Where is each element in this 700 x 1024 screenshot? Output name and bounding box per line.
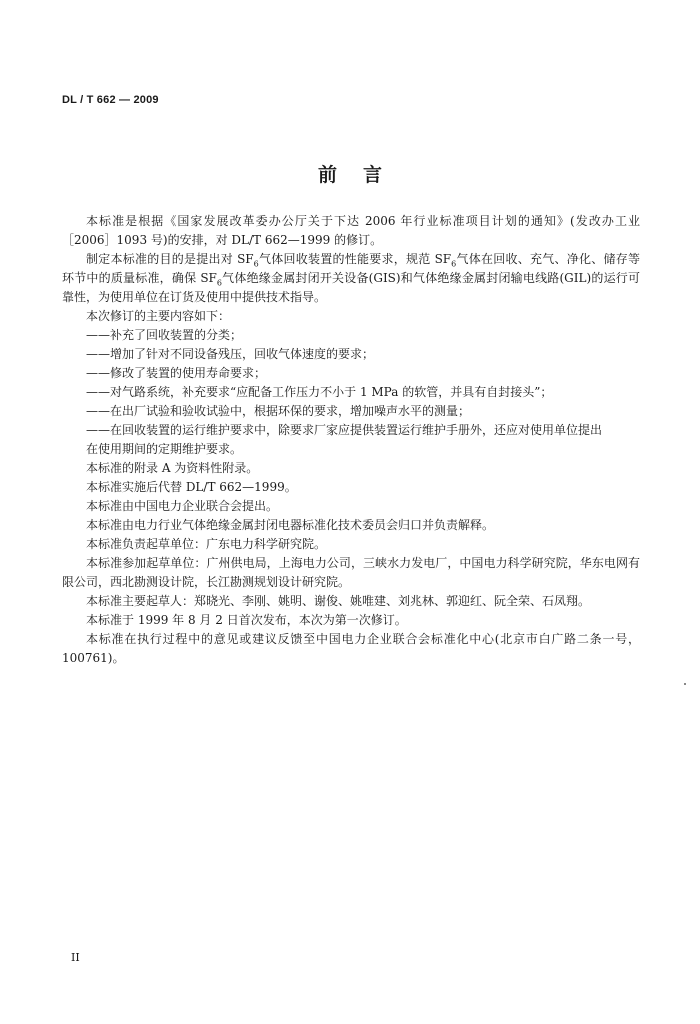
revision-item <box>62 421 640 459</box>
paragraph-first-issue: 本标准于 1999 年 8 月 2 日首次发布，本次为第一次修订。 <box>86 613 407 627</box>
paragraph-proposer: 本标准由中国电力企业联合会提出。 <box>86 499 279 513</box>
revision-item-line2: 在使用期间的定期维护要求。 <box>86 442 243 456</box>
purpose-text-d: 气体绝缘金属封闭开关设备(GIS)和气体绝缘金属封闭输电线路(GIL)的运行可靠性，为使用单位在订货及使用中提供技术指导。 <box>62 271 640 304</box>
paragraph-drafters: 本标准主要起草人：郑晓光、李刚、姚明、谢俊、姚唯建、刘兆林、郭迎红、阮全荣、石凤翔。 <box>86 594 591 608</box>
paragraph-feedback: 本标准在执行过程中的意见或建议反馈至中国电力企业联合会标准化中心(北京市白广路二条一号，100761)。 <box>62 632 640 665</box>
revision-item: ——对气路系统，补充要求“应配备工作压力不小于 1 MPa 的软管，并具有自封接头”； <box>86 385 553 399</box>
revision-item: ——修改了装置的使用寿命要求； <box>86 366 267 380</box>
subscript-6: 6 <box>451 259 457 269</box>
standard-code: DL / T 662 — 2009 <box>62 94 159 106</box>
paragraph-revision-intro: 本次修订的主要内容如下： <box>86 309 231 323</box>
revision-item: ——补充了回收装置的分类； <box>86 328 243 342</box>
purpose-text-c: 气体在回收、充气、净化、储存等环节中的质量标准，确保 SF <box>62 252 640 285</box>
paragraph-committee: 本标准由电力行业气体绝缘金属封闭电器标准化技术委员会归口并负责解释。 <box>86 518 495 532</box>
paragraph-replaces: 本标准实施后代替 DL/T 662—1999。 <box>86 480 297 494</box>
revision-item-line1: ——在回收装置的运行维护要求中，除要求厂家应提供装置运行维护手册外，还应对使用单位提出 <box>86 423 603 437</box>
revision-item: ——增加了针对不同设备残压，回收气体速度的要求； <box>86 347 375 361</box>
subscript-6: 6 <box>216 278 222 288</box>
subscript-6: 6 <box>253 259 259 269</box>
purpose-text-a: 制定本标准的目的是提出对 SF <box>86 252 254 266</box>
foreword-body <box>62 212 640 668</box>
paragraph-basis: 本标准是根据《国家发展改革委办公厅关于下达 2006 年行业标准项目计划的通知》(发改办工业［2006］1093 号)的安排，对 DL/T 662—1999 的修订。 <box>62 214 640 247</box>
paragraph-purpose <box>62 250 640 307</box>
paragraph-appendix: 本标准的附录 A 为资料性附录。 <box>86 461 259 475</box>
paragraph-drafting-unit: 本标准负责起草单位：广东电力科学研究院。 <box>86 537 327 551</box>
paragraph-participating-units: 本标准参加起草单位：广州供电局，上海电力公司，三峡水力发电厂，中国电力科学研究院，华东电网有限公司，西北勘测设计院，长江勘测规划设计研究院。 <box>62 556 640 589</box>
page-number: II <box>71 951 80 964</box>
page-title: 前言 <box>317 164 408 186</box>
purpose-text-b: 气体回收装置的性能要求，规范 SF <box>258 252 452 266</box>
revision-item: ——在出厂试验和验收试验中，根据环保的要求，增加噪声水平的测量； <box>86 404 471 418</box>
scan-speck <box>684 683 686 685</box>
